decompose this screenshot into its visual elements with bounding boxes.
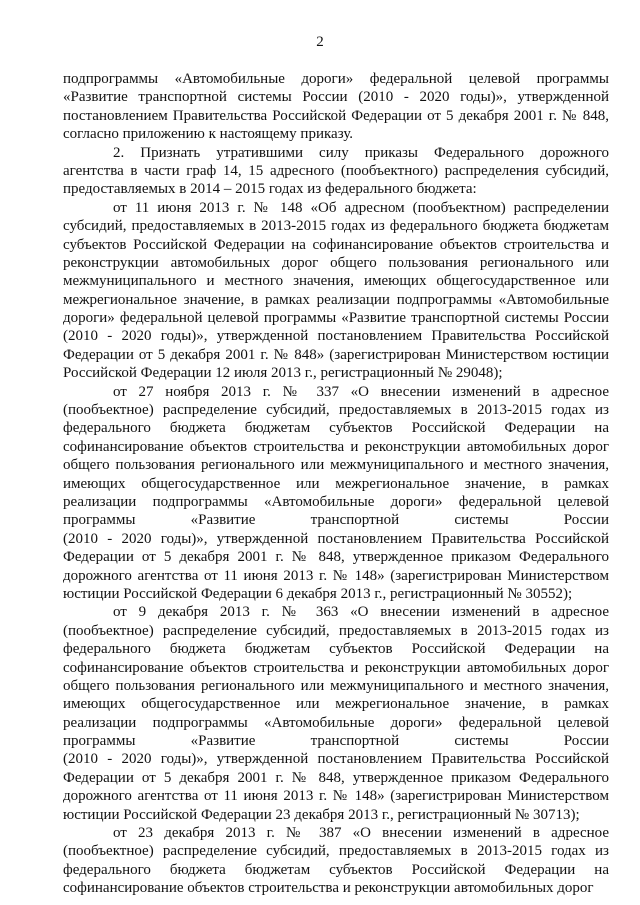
text-line: общего пользования регионального или межмуниципального и местного значения,	[63, 457, 609, 474]
paragraph	[63, 824, 609, 898]
text-line: Федерации от 5 декабря 2001 г. № 848» (зарегистрирован Министерством юстиции	[63, 346, 609, 363]
text-line: от 9 декабря 2013 г. № 363 «О внесении изменений в адресное	[113, 604, 609, 621]
text-line: реализации подпрограммы «Автомобильные дороги» федеральной целевой	[63, 714, 609, 731]
text-line: реконструкции автомобильных дорог общего пользования регионального или	[63, 254, 609, 271]
text-line: (пообъектное) распределение субсидий, предоставляемых в 2013-2015 годах из	[63, 402, 609, 419]
text-line: федерального бюджета бюджетам субъектов Российской Федерации на	[63, 861, 609, 878]
text-line: софинансирование объектов строительства и реконструкции автомобильных дорог	[63, 880, 594, 897]
text-line: (пообъектное) распределение субсидий, предоставляемых в 2013-2015 годах из	[63, 622, 609, 639]
text-line: дорожного агентства от 11 июня 2013 г. № 148» (зарегистрирован Министерством	[63, 567, 609, 584]
paragraph	[63, 383, 609, 604]
text-line: (2010 - 2020 годы)», утвержденной постановлением Правительства Российской	[63, 751, 609, 768]
text-line: Российской Федерации 12 июля 2013 г., регистрационный № 29048);	[63, 365, 503, 382]
text-line: софинансирование объектов строительства и реконструкции автомобильных дорог	[63, 438, 609, 455]
text-line: юстиции Российской Федерации 23 декабря 2013 г., регистрационный № 30713);	[63, 806, 580, 823]
text-line: (2010 - 2020 годы)», утвержденной постановлением Правительства Российской	[63, 328, 609, 345]
text-line: субсидий, предоставляемых в 2013-2015 годах из федерального бюджета бюджетам	[63, 218, 609, 235]
text-line: 2. Признать утратившими силу приказы Федерального дорожного	[113, 144, 609, 161]
text-line: Федерации от 5 декабря 2001 г. № 848, утвержденное приказом Федерального	[63, 769, 609, 786]
text-line: субъектов Российской Федерации на софинансирование объектов строительства и	[63, 236, 609, 253]
text-line: софинансирование объектов строительства и реконструкции автомобильных дорог	[63, 659, 609, 676]
text-line: федерального бюджета бюджетам субъектов Российской Федерации на	[63, 420, 609, 437]
text-line: от 11 июня 2013 г. № 148 «Об адресном (пообъектном) распределении	[113, 199, 609, 216]
text-line: от 23 декабря 2013 г. № 387 «О внесении изменений в адресное	[113, 825, 609, 842]
text-line: реализации подпрограммы «Автомобильные дороги» федеральной целевой	[63, 493, 609, 510]
text-line: агентства в части граф 14, 15 адресного (пообъектного) распределения субсидий,	[63, 162, 609, 179]
text-line: имеющих общегосударственное или межрегиональное значение, в рамках	[63, 475, 609, 492]
text-line: подпрограммы «Автомобильные дороги» федеральной целевой программы	[63, 71, 609, 87]
text-line: федерального бюджета бюджетам субъектов Российской Федерации на	[63, 641, 609, 658]
paragraph	[63, 603, 609, 824]
text-line: юстиции Российской Федерации 6 декабря 2013 г., регистрационный № 30552);	[63, 585, 573, 602]
paragraph	[63, 199, 609, 383]
text-line: от 27 ноября 2013 г. № 337 «О внесении изменений в адресное	[113, 383, 609, 400]
document-body	[63, 70, 609, 898]
page-number: 2	[316, 34, 324, 50]
text-line: «Развитие транспортной системы России (2010 - 2020 годы)», утвержденной	[63, 89, 609, 106]
paragraph	[63, 70, 609, 144]
text-line: Федерации от 5 декабря 2001 г. № 848, утвержденное приказом Федерального	[63, 549, 609, 566]
text-line: имеющих общегосударственное или межрегиональное значение, в рамках	[63, 696, 609, 713]
text-line: общего пользования регионального или межмуниципального и местного значения,	[63, 677, 609, 694]
text-line: постановлением Правительства Российской Федерации от 5 декабря 2001 г. № 848,	[63, 107, 609, 124]
text-line: дорожного агентства от 11 июня 2013 г. № 148» (зарегистрирован Министерством	[63, 788, 609, 805]
paragraph	[63, 144, 609, 199]
text-line: программы «Развитие транспортной системы России	[63, 733, 609, 750]
text-line: программы «Развитие транспортной системы России	[63, 512, 609, 529]
text-line: согласно приложению к настоящему приказу.	[63, 126, 354, 143]
text-line: дороги» федеральной целевой программы «Развитие транспортной системы России	[63, 310, 609, 327]
text-line: (2010 - 2020 годы)», утвержденной постановлением Правительства Российской	[63, 530, 609, 547]
text-line: (пообъектное) распределение субсидий, предоставляемых в 2013-2015 годах из	[63, 843, 609, 860]
text-line: межмуниципального и местного значения, имеющих общегосударственное или	[63, 273, 609, 290]
text-line: предоставляемых в 2014 – 2015 годах из федерального бюджета:	[63, 181, 477, 198]
text-line: межрегиональное значение, в рамках реализации подпрограммы «Автомобильные	[63, 291, 609, 308]
